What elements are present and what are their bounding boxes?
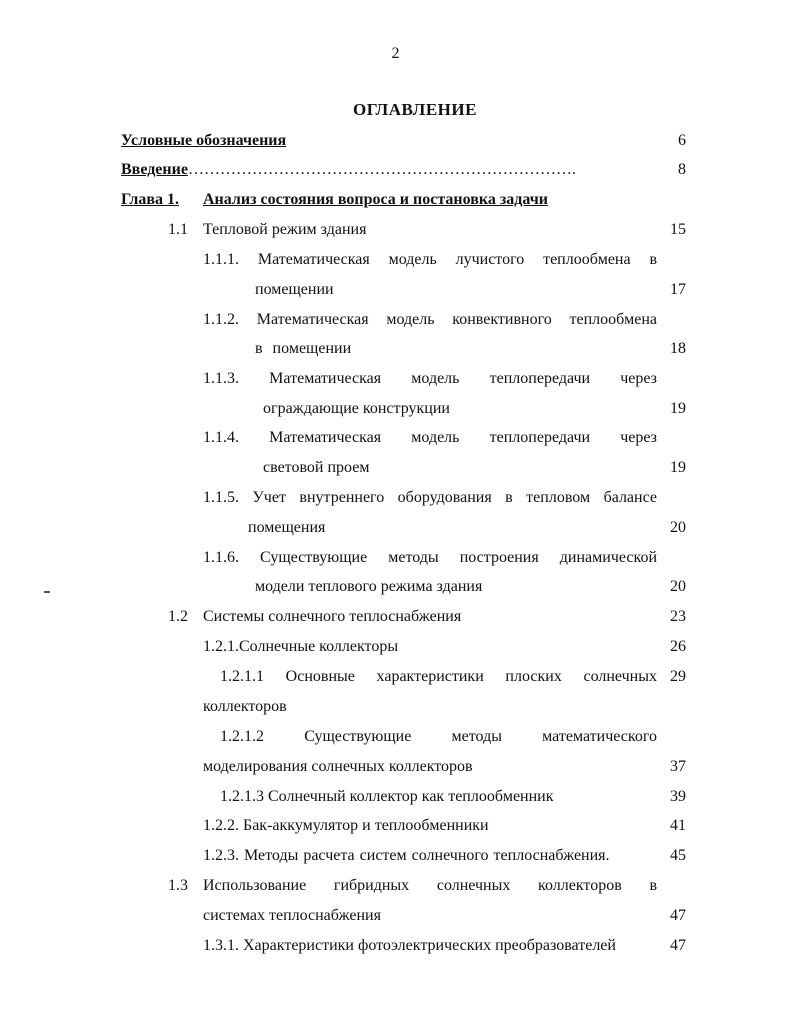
toc-chapter-label: Анализ состояния вопроса и постановка задачи	[203, 191, 548, 208]
toc-entry-page: 47	[670, 907, 686, 924]
toc-entry-label-line1: 1.1.1. Математическая модель лучистого теплообмена в	[203, 251, 657, 268]
toc-entry-label: Условные обозначения	[121, 132, 287, 149]
toc-entry-page: 17	[670, 281, 686, 298]
toc-entry-label-line2: коллекторов	[203, 698, 287, 715]
toc-chapter-number: Глава 1.	[121, 191, 179, 208]
toc-entry-label: 1.2.3. Методы расчета систем солнечного теплоснабжения.	[203, 847, 610, 864]
toc-entry-label-line1: 1.1.5. Учет внутреннего оборудования в тепловом балансе	[203, 489, 657, 506]
toc-entry-label-line2: помещения	[248, 519, 326, 536]
toc-entry-page: 20	[670, 519, 686, 536]
toc-entry-label: 1.2.2. Бак-аккумулятор и теплообменники	[203, 817, 489, 834]
toc-entry-page: 39	[670, 788, 686, 805]
toc-entry-page: 6	[678, 132, 686, 149]
toc-entry-label-line1: 1.1.3. Математическая модель теплопередачи через	[203, 370, 657, 387]
toc-entry-page: 29	[670, 668, 686, 685]
toc-entry-page: 18	[670, 340, 686, 357]
toc-entry-label: Введение	[121, 161, 188, 178]
toc-entry-label-line1: 1.1.2. Математическая модель конвективного теплообмена	[203, 311, 657, 328]
toc-entry-page: 20	[670, 578, 686, 595]
toc-entry-line	[121, 160, 576, 180]
toc-entry-label: Системы солнечного теплоснабжения	[203, 608, 462, 625]
toc-entry-label-line2: ограждающие конструкции	[263, 400, 450, 417]
toc-title: ОГЛАВЛЕНИЕ	[353, 100, 477, 119]
toc-entry-page: 23	[670, 608, 686, 625]
toc-entry-number: 1.3	[168, 877, 188, 894]
toc-entry-label: 1.2.1.3 Солнечный коллектор как теплообменник	[220, 788, 554, 805]
toc-entry-page: 45	[670, 847, 686, 864]
toc-entry-label-line2: помещении	[255, 281, 334, 298]
toc-entry-label: 1.2.1.Солнечные коллекторы	[203, 638, 399, 655]
toc-entry-page: 47	[670, 937, 686, 954]
toc-entry-label-line1: 1.1.4. Математическая модель теплопередачи через	[203, 429, 657, 446]
toc-entry-label-line1: Использование гибридных солнечных коллекторов в	[203, 877, 657, 894]
toc-entry-number: 1.2	[168, 608, 188, 625]
toc-entry-page: 15	[670, 221, 686, 238]
toc-entry-page: 8	[678, 161, 686, 178]
toc-entry-label: Тепловой режим здания	[203, 221, 367, 238]
toc-leader-dots: ……………………………………………………………….	[187, 161, 576, 178]
toc-entry-label-line1: 1.1.6. Существующие методы построения динамической	[203, 549, 657, 566]
toc-entry-page: 26	[670, 638, 686, 655]
scan-mark	[44, 591, 50, 593]
page-number: 2	[391, 45, 400, 62]
toc-entry-page: 19	[670, 459, 686, 476]
toc-entry-label: 1.3.1. Характеристики фотоэлектрических преобразователей	[203, 937, 616, 954]
toc-entry-label-line2: световой проем	[263, 459, 370, 476]
toc-entry-page: 37	[670, 758, 686, 775]
toc-entry-label-line2: в помещении	[255, 340, 352, 357]
toc-entry-label-line2: моделирования солнечных коллекторов	[203, 758, 473, 775]
toc-entry-label-line2: системах теплоснабжения	[203, 907, 381, 924]
toc-entry-number: 1.1	[168, 221, 188, 238]
toc-entry-page: 19	[670, 400, 686, 417]
toc-entry-label-line2: модели теплового режима здания	[255, 578, 483, 595]
toc-entry-label-line1: 1.2.1.2 Существующие методы математического	[220, 728, 657, 745]
toc-entry-label-line1: 1.2.1.1 Основные характеристики плоских солнечных	[220, 668, 657, 685]
toc-entry-page: 41	[670, 817, 686, 834]
